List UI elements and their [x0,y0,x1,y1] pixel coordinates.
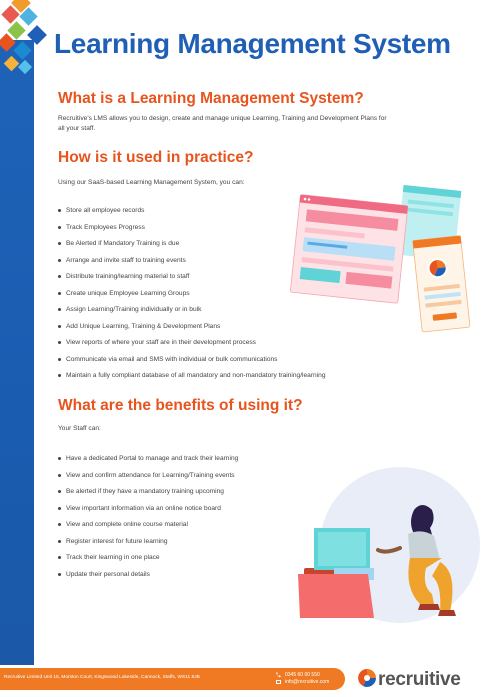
benefits-intro: Your Staff can: [58,425,101,432]
list-item: Store all employee records [58,206,326,223]
list-item: View important information via an online notice board [58,504,238,521]
recruitive-logo-text: recruitive [378,669,461,690]
benefits-list [58,454,238,586]
list-item: Be alerted if they have a mandatory training upcoming [58,487,238,504]
list-item: View reports of where your staff are in their development process [58,338,326,355]
left-accent-stripe [0,40,34,665]
corner-diamond-decoration [0,0,60,82]
footer-email[interactable]: info@recruitive.com [285,679,330,685]
footer-phone[interactable]: 0345 60 00 550 [285,672,320,678]
list-item: Register interest for future learning [58,537,238,554]
how-list [58,206,326,388]
section-heading-how: How is it used in practice? [58,149,254,166]
page-title: Learning Management System [54,28,451,59]
section-heading-what: What is a Learning Management System? [58,90,364,107]
lms-dashboard-illustration [290,180,470,345]
list-item: Add Unique Learning, Training & Development Plans [58,322,326,339]
list-item: Assign Learning/Training individually or in bulk [58,305,326,322]
what-body-line1: Recruitive's LMS allows you to design, create and manage unique Learning, Training and Development Plans for [58,115,387,122]
list-item: View and complete online course material [58,520,238,537]
list-item: Update their personal details [58,570,238,587]
list-item: Track Employees Progress [58,223,326,240]
list-item: Distribute training/learning material to staff [58,272,326,289]
list-item: Maintain a fully compliant database of all mandatory and non-mandatory training/learning [58,371,326,388]
phone-icon [275,672,281,678]
list-item: View and confirm attendance for Learning/Training events [58,471,238,488]
what-body-line2: all your staff. [58,125,96,132]
list-item: Arrange and invite staff to training events [58,256,326,273]
list-item: Communicate via email and SMS with individual or bulk communications [58,355,326,372]
list-item: Have a dedicated Portal to manage and track their learning [58,454,238,471]
email-icon [276,680,281,684]
section-heading-benefits: What are the benefits of using it? [58,397,303,414]
list-item: Be Alerted if Mandatory Training is due [58,239,326,256]
list-item: Track their learning in one place [58,553,238,570]
footer [0,668,490,697]
person-with-laptop-illustration [290,450,480,625]
how-intro: Using our SaaS-based Learning Management System, you can: [58,179,245,186]
list-item: Create unique Employee Learning Groups [58,289,326,306]
footer-address: Recruitive Limited Unit 15, Morston Court, Kingswood Lakeside, Cannock, Staffs, WS11 8JB [4,675,200,680]
